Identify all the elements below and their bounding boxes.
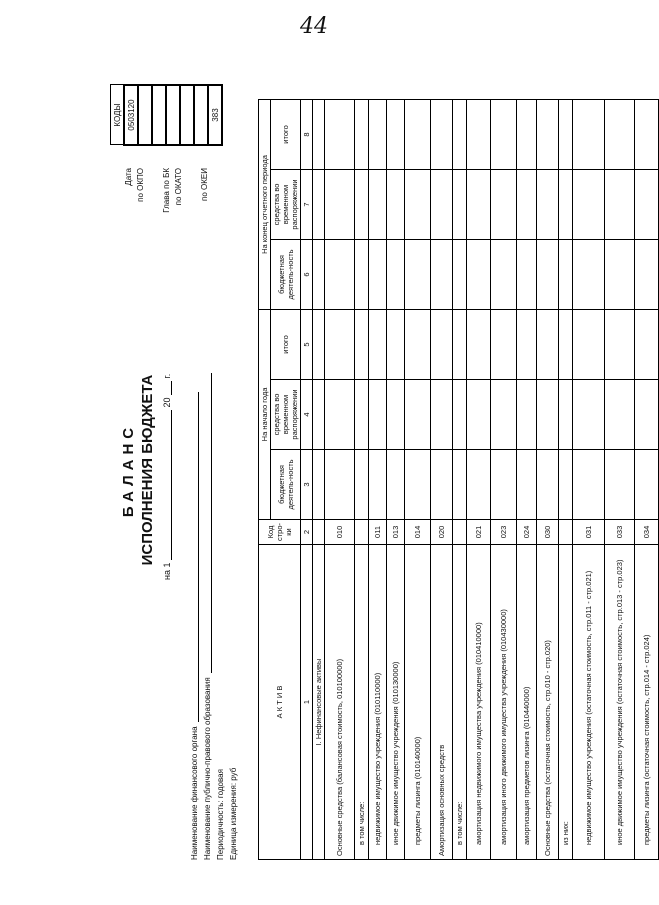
value-cell bbox=[405, 239, 431, 309]
table-row bbox=[491, 99, 517, 859]
value-cell bbox=[405, 309, 431, 379]
row-code: 010 bbox=[325, 519, 355, 544]
value-cell bbox=[369, 99, 387, 169]
value-cell bbox=[517, 379, 537, 449]
value-cell bbox=[387, 169, 405, 239]
row-code bbox=[355, 519, 369, 544]
code-label-okei: по ОКЕИ bbox=[200, 168, 209, 201]
value-cell bbox=[325, 309, 355, 379]
sub-total-end: итого bbox=[271, 99, 301, 169]
code-label-okpo: по ОКПО bbox=[136, 168, 145, 202]
row-label: иное движимое имущество учреждения (остаточная стоимость, стр.013 - стр.023) bbox=[605, 545, 635, 860]
table-row bbox=[635, 99, 659, 859]
value-cell bbox=[325, 239, 355, 309]
value-cell bbox=[369, 449, 387, 519]
value-cell bbox=[387, 449, 405, 519]
row-code: 033 bbox=[605, 519, 635, 544]
sub-budget-start: бюджетная деятель-ность bbox=[271, 449, 301, 519]
value-cell bbox=[605, 379, 635, 449]
value-cell bbox=[453, 169, 467, 239]
table-row bbox=[453, 99, 467, 859]
value-cell bbox=[537, 449, 559, 519]
row-code: 020 bbox=[431, 519, 453, 544]
row-code: 014 bbox=[405, 519, 431, 544]
value-cell bbox=[387, 379, 405, 449]
value-cell bbox=[431, 309, 453, 379]
value-cell bbox=[355, 99, 369, 169]
value-cell bbox=[573, 99, 605, 169]
value-cell bbox=[491, 379, 517, 449]
value-cell bbox=[325, 449, 355, 519]
table-row bbox=[573, 99, 605, 859]
row-label: в том числе: bbox=[453, 545, 467, 860]
value-cell bbox=[573, 169, 605, 239]
value-cell bbox=[635, 239, 659, 309]
row-code bbox=[559, 519, 573, 544]
code-blank bbox=[194, 85, 208, 145]
year-prefix: 20 bbox=[162, 397, 172, 408]
row-label: из них: bbox=[559, 545, 573, 860]
value-cell bbox=[467, 239, 491, 309]
date-blank bbox=[171, 410, 172, 560]
value-cell bbox=[325, 99, 355, 169]
code-form-number: 0503120 bbox=[124, 85, 138, 145]
table-row bbox=[355, 99, 369, 859]
row-label: Основные средства (балансовая стоимость, 010100000) bbox=[325, 545, 355, 860]
row-code: 030 bbox=[537, 519, 559, 544]
group-end-period: На конец отчетного периода bbox=[259, 99, 271, 309]
value-cell bbox=[491, 239, 517, 309]
codes-header: КОДЫ bbox=[111, 85, 125, 145]
value-cell bbox=[431, 99, 453, 169]
value-cell bbox=[431, 169, 453, 239]
table-row bbox=[325, 99, 355, 859]
value-cell bbox=[573, 239, 605, 309]
value-cell bbox=[369, 379, 387, 449]
table-row bbox=[537, 99, 559, 859]
value-cell bbox=[573, 379, 605, 449]
page-number: 44 bbox=[300, 14, 328, 39]
table-row bbox=[517, 99, 537, 859]
value-cell bbox=[369, 169, 387, 239]
value-cell bbox=[559, 379, 573, 449]
value-cell bbox=[467, 309, 491, 379]
table-row bbox=[369, 99, 387, 859]
code-label-date: Дата bbox=[124, 168, 133, 186]
row-label: недвижимое имущество учреждения (010110000) bbox=[369, 545, 387, 860]
value-cell bbox=[537, 379, 559, 449]
value-cell bbox=[453, 309, 467, 379]
value-cell bbox=[491, 309, 517, 379]
value-cell bbox=[387, 239, 405, 309]
table-row bbox=[559, 99, 573, 859]
value-cell bbox=[559, 169, 573, 239]
value-cell bbox=[635, 309, 659, 379]
header-field-financial-body: Наименование финансового органа bbox=[190, 392, 199, 860]
group-start-year: На начало года bbox=[259, 309, 271, 519]
value-cell bbox=[605, 309, 635, 379]
row-code: 011 bbox=[369, 519, 387, 544]
table-row bbox=[405, 99, 431, 859]
row-code: 031 bbox=[573, 519, 605, 544]
value-cell bbox=[537, 309, 559, 379]
row-label: амортизация иного движимого имущества учреждения (010430000) bbox=[491, 545, 517, 860]
value-cell bbox=[325, 169, 355, 239]
sub-temp-start: средства во временном распоряжении bbox=[271, 379, 301, 449]
value-cell bbox=[431, 379, 453, 449]
value-cell bbox=[369, 309, 387, 379]
code-okei: 383 bbox=[208, 85, 222, 145]
value-cell bbox=[453, 379, 467, 449]
year-suffix: г. bbox=[162, 373, 172, 379]
value-cell bbox=[387, 309, 405, 379]
sub-total-start: итого bbox=[271, 309, 301, 379]
table-row bbox=[605, 99, 635, 859]
value-cell bbox=[491, 449, 517, 519]
row-label: амортизация недвижимого имущества учреждения (010410000) bbox=[467, 545, 491, 860]
value-cell bbox=[453, 449, 467, 519]
value-cell bbox=[635, 99, 659, 169]
value-cell bbox=[573, 449, 605, 519]
value-cell bbox=[517, 309, 537, 379]
row-label: предметы лизинга (010140000) bbox=[405, 545, 431, 860]
value-cell bbox=[491, 169, 517, 239]
report-date-line bbox=[162, 374, 172, 580]
column-number-row: 1 2 3 4 5 6 7 8 bbox=[301, 99, 313, 859]
value-cell bbox=[355, 169, 369, 239]
code-date bbox=[138, 85, 152, 145]
codes-box bbox=[110, 84, 223, 146]
value-cell bbox=[387, 99, 405, 169]
sub-temp-end: средства во временном распоряжении bbox=[271, 169, 301, 239]
code-label-bk: Глава по БК bbox=[162, 168, 171, 213]
value-cell bbox=[467, 99, 491, 169]
row-label: Основные средства (остаточная стоимость, стр.010 - стр.020) bbox=[537, 545, 559, 860]
col-activ-header: А К Т И В bbox=[259, 545, 301, 860]
value-cell bbox=[537, 99, 559, 169]
sub-budget-end: бюджетная деятель-ность bbox=[271, 239, 301, 309]
value-cell bbox=[453, 239, 467, 309]
value-cell bbox=[453, 99, 467, 169]
value-cell bbox=[517, 449, 537, 519]
row-label: амортизация предметов лизинга (010440000) bbox=[517, 545, 537, 860]
date-prefix: на 1 bbox=[162, 562, 172, 580]
code-bk bbox=[166, 85, 180, 145]
table-row bbox=[467, 99, 491, 859]
value-cell bbox=[325, 379, 355, 449]
value-cell bbox=[559, 239, 573, 309]
row-label: в том числе: bbox=[355, 545, 369, 860]
value-cell bbox=[537, 239, 559, 309]
value-cell bbox=[605, 99, 635, 169]
row-code bbox=[453, 519, 467, 544]
value-cell bbox=[467, 169, 491, 239]
row-code: 023 bbox=[491, 519, 517, 544]
value-cell bbox=[635, 379, 659, 449]
value-cell bbox=[559, 449, 573, 519]
value-cell bbox=[635, 449, 659, 519]
value-cell bbox=[517, 169, 537, 239]
value-cell bbox=[405, 169, 431, 239]
row-label: Амортизация основных средств bbox=[431, 545, 453, 860]
code-label-okato: по ОКАТО bbox=[174, 168, 183, 206]
value-cell bbox=[467, 449, 491, 519]
balance-table bbox=[258, 99, 659, 860]
value-cell bbox=[355, 309, 369, 379]
value-cell bbox=[559, 309, 573, 379]
year-blank bbox=[171, 381, 172, 395]
row-code: 021 bbox=[467, 519, 491, 544]
row-code: 024 bbox=[517, 519, 537, 544]
value-cell bbox=[467, 379, 491, 449]
value-cell bbox=[355, 379, 369, 449]
table-row bbox=[431, 99, 453, 859]
value-cell bbox=[605, 239, 635, 309]
value-cell bbox=[355, 239, 369, 309]
value-cell bbox=[517, 239, 537, 309]
value-cell bbox=[369, 239, 387, 309]
value-cell bbox=[431, 449, 453, 519]
form-title: БАЛАНС bbox=[120, 422, 137, 518]
value-cell bbox=[517, 99, 537, 169]
row-label: иное движимое имущество учреждения (010130000) bbox=[387, 545, 405, 860]
code-okpo bbox=[152, 85, 166, 145]
value-cell bbox=[537, 169, 559, 239]
value-cell bbox=[431, 239, 453, 309]
value-cell bbox=[405, 99, 431, 169]
header-field-periodicity: Периодичность: годовая bbox=[216, 769, 225, 860]
header-field-unit: Единица измерения: руб bbox=[229, 767, 238, 860]
row-label: недвижимое имущество учреждения (остаточная стоимость, стр.011 - стр.021) bbox=[573, 545, 605, 860]
value-cell bbox=[559, 99, 573, 169]
section-title: I. Нефинансовые активы bbox=[313, 545, 325, 860]
value-cell bbox=[573, 309, 605, 379]
balance-rows bbox=[325, 99, 659, 859]
row-label: предметы лизинга (остаточная стоимость, стр.014 - стр.024) bbox=[635, 545, 659, 860]
row-code: 034 bbox=[635, 519, 659, 544]
value-cell bbox=[355, 449, 369, 519]
header-field-public-entity: Наименование публично-правового образования bbox=[203, 373, 212, 860]
row-code: 013 bbox=[387, 519, 405, 544]
value-cell bbox=[405, 449, 431, 519]
col-code-header: Код стро-ки bbox=[259, 519, 301, 544]
value-cell bbox=[605, 169, 635, 239]
balance-form bbox=[90, 60, 651, 880]
table-row bbox=[387, 99, 405, 859]
value-cell bbox=[405, 379, 431, 449]
value-cell bbox=[491, 99, 517, 169]
value-cell bbox=[605, 449, 635, 519]
value-cell bbox=[635, 169, 659, 239]
form-subtitle: ИСПОЛНЕНИЯ БЮДЖЕТА bbox=[139, 374, 156, 566]
code-okato bbox=[180, 85, 194, 145]
